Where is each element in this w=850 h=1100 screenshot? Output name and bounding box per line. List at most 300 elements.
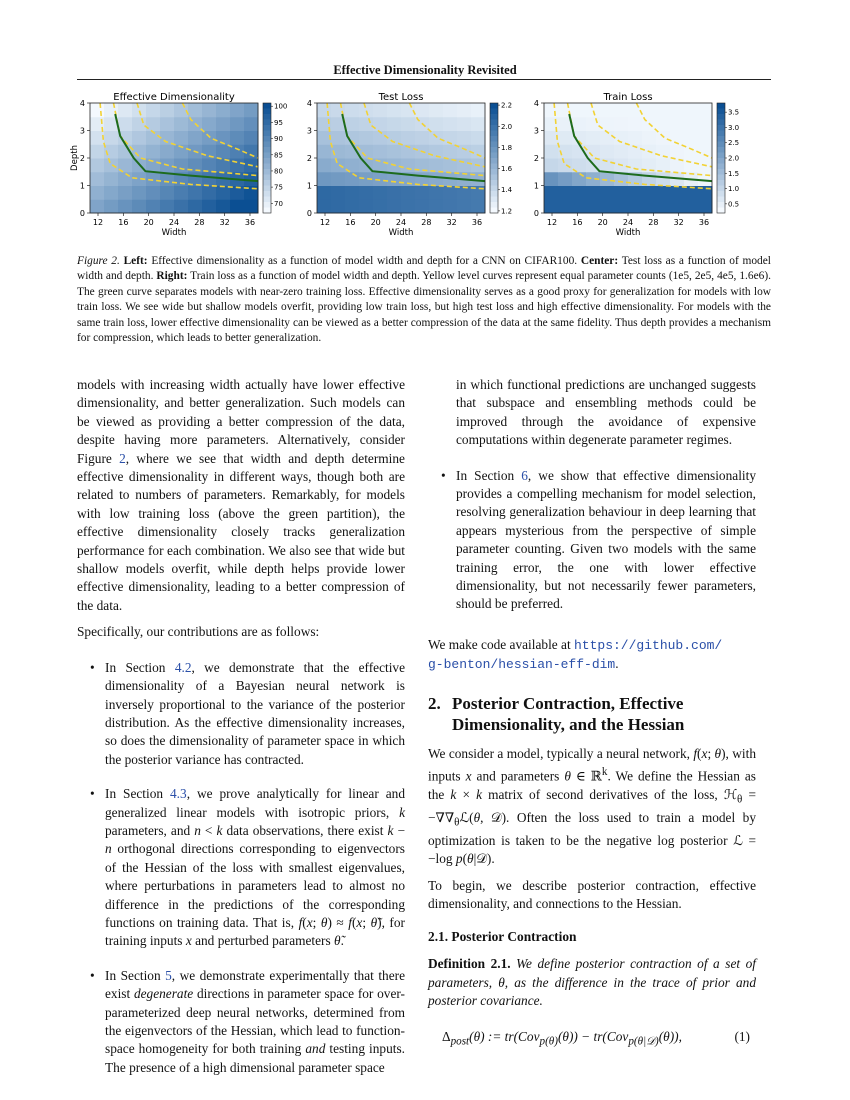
x-tick-label: 12 xyxy=(546,218,558,227)
heatmap-cell xyxy=(373,186,388,200)
heatmap-cell xyxy=(317,103,332,117)
colorbar-cell xyxy=(263,175,271,181)
colorbar-tick-label: 80 xyxy=(274,167,283,176)
colorbar-tick-label: 1.6 xyxy=(501,165,513,174)
colorbar-cell xyxy=(263,109,271,115)
heatmap-cell xyxy=(104,131,119,145)
x-tick-label: 12 xyxy=(92,218,104,227)
caption-right-label: Right: xyxy=(156,270,188,283)
y-tick-label: 1 xyxy=(79,181,85,191)
heatmap-cell xyxy=(628,199,643,213)
heatmap-cell xyxy=(600,199,615,213)
heatmap-cell xyxy=(160,144,175,158)
contribution-bullet: • In Section 4.2, we demonstrate that the effective dimensionality of a Bayesian neural network is inversely proportional to the variance of the posterior distribution. As the effective dimensionality increases, so does the dimensionality of parameter space in which the posterior variance has contracted. xyxy=(90,659,405,767)
heatmap-cell xyxy=(415,103,430,117)
heatmap-cell xyxy=(415,186,430,200)
heatmap-cell xyxy=(600,144,615,158)
heatmap-cell xyxy=(600,103,615,117)
heatmap-cell xyxy=(146,103,161,117)
figure-ref-link[interactable]: 2 xyxy=(119,450,126,466)
colorbar-tick-label: 95 xyxy=(274,118,283,127)
contribution-bullet: • In Section 5, we demonstrate experimentally that there exist degenerate directions in parameter space for over-parameterized deep neural networks, determined from the eigenvectors of the Hessian, which lead to function-space homogeneity for both training and testing inputs. The presence of a high dimensional parameter space xyxy=(90,967,406,1075)
colorbar-cell xyxy=(490,125,498,131)
heatmap-cell xyxy=(174,199,189,213)
colorbar-cell xyxy=(263,169,271,175)
colorbar-tick-label: 1.0 xyxy=(728,185,740,194)
heatmap-cell xyxy=(216,103,231,117)
heatmap-cell xyxy=(132,131,147,145)
heatmap-cell xyxy=(345,186,360,200)
colorbar-cell xyxy=(263,153,271,159)
heatmap-cell xyxy=(628,158,643,172)
colorbar-tick-label: 0.5 xyxy=(728,200,740,209)
heatmap-cell xyxy=(202,103,217,117)
colorbar-cell xyxy=(490,164,498,170)
heatmap-cell xyxy=(443,199,458,213)
heatmap-cell xyxy=(600,186,615,200)
heatmap-cell xyxy=(317,172,332,186)
heatmap-cell xyxy=(331,199,346,213)
section-ref-link[interactable]: 5 xyxy=(165,967,172,983)
caption-left-text: Effective dimensionality as a function of model width and depth for a CNN on CIFAR100. xyxy=(151,255,578,267)
heatmap-cell xyxy=(160,186,175,200)
colorbar-tick-label: 1.4 xyxy=(501,186,513,195)
colorbar-cell xyxy=(263,125,271,131)
x-tick-label: 24 xyxy=(395,218,407,227)
heatmap-cell xyxy=(684,103,699,117)
heatmap-cell xyxy=(202,172,217,186)
heatmap-cell xyxy=(457,158,472,172)
heatmap-cell xyxy=(558,199,573,213)
heatmap-cell xyxy=(345,117,360,131)
heatmap-cell xyxy=(90,199,105,213)
y-tick-label: 1 xyxy=(533,181,539,191)
heatmap-cell xyxy=(317,199,332,213)
heatmap-cell xyxy=(586,103,601,117)
colorbar-cell xyxy=(717,147,725,153)
colorbar-cell xyxy=(263,147,271,153)
bullet-dot: • xyxy=(90,659,95,675)
heatmap-cell xyxy=(317,144,332,158)
heatmap-cell xyxy=(244,103,259,117)
colorbar-cell xyxy=(717,114,725,120)
caption-label: Figure 2. xyxy=(77,255,120,267)
heatmap-cell xyxy=(572,199,587,213)
heatmap-cell xyxy=(146,199,161,213)
heatmap-cell xyxy=(572,172,587,186)
equation-1 xyxy=(428,1028,756,1048)
section-ref-link[interactable]: 4.3 xyxy=(170,786,187,802)
heatmap-cell xyxy=(642,186,657,200)
heatmap-cell xyxy=(401,117,416,131)
colorbar-cell xyxy=(717,158,725,164)
heatmap-cell xyxy=(457,199,472,213)
x-tick-label: 28 xyxy=(194,218,205,227)
colorbar-cell xyxy=(263,208,271,214)
colorbar-cell xyxy=(717,125,725,131)
heatmap-cell xyxy=(230,131,245,145)
heatmap-cell xyxy=(628,131,643,145)
heatmap-cell xyxy=(558,131,573,145)
heatmap-cell xyxy=(670,117,685,131)
contribution-bullet: • In Section 6, we show that effective dimensionality provides a compelling mechanism for model selection, resolving generalization behaviour in deep learning that appears mysterious from the perspective of simple parameter counting. Given two models with the same training error, the one with lower effective dimensionality, but not necessarily fewer parameters, should be preferred. xyxy=(441,467,756,612)
caption-left-label: Left: xyxy=(123,255,148,267)
colorbar-tick-label: 2.0 xyxy=(501,122,513,131)
heatmap-cell xyxy=(642,199,657,213)
heatmap-cell xyxy=(118,172,133,186)
heatmap-cell xyxy=(132,199,147,213)
panel-title: Train Loss xyxy=(603,92,653,103)
colorbar-cell xyxy=(490,175,498,181)
heatmap-cell xyxy=(401,158,416,172)
heatmap-cell xyxy=(558,172,573,186)
heatmap-cell xyxy=(586,131,601,145)
colorbar-tick-label: 2.2 xyxy=(501,101,513,110)
heatmap-cell xyxy=(544,103,559,117)
colorbar-cell xyxy=(490,197,498,203)
colorbar-cell xyxy=(263,114,271,120)
x-tick-label: 32 xyxy=(446,218,457,227)
heatmap-cell xyxy=(572,186,587,200)
colorbar-cell xyxy=(490,147,498,153)
heatmap-cell xyxy=(188,186,203,200)
heatmap-cell xyxy=(443,103,458,117)
github-link[interactable]: https://github.com/ xyxy=(574,637,723,653)
heatmap-cell xyxy=(586,199,601,213)
heatmap-cell xyxy=(544,199,559,213)
colorbar-cell xyxy=(717,142,725,148)
heatmap-cell xyxy=(401,199,416,213)
x-tick-label: 20 xyxy=(370,218,381,227)
colorbar-cell xyxy=(263,186,271,192)
x-axis-label: Width xyxy=(388,228,414,238)
colorbar-cell xyxy=(490,191,498,197)
heatmap-cell xyxy=(586,117,601,131)
heatmap-cell xyxy=(429,186,444,200)
heatmap-cell xyxy=(359,186,374,200)
heatmap-cell xyxy=(90,158,105,172)
heatmap-cell xyxy=(544,186,559,200)
y-tick-label: 3 xyxy=(79,126,85,136)
heatmap-cell xyxy=(614,186,629,200)
heatmap-cell xyxy=(244,131,259,145)
y-tick-label: 0 xyxy=(533,209,539,218)
colorbar-cell xyxy=(490,109,498,115)
heatmap-cell xyxy=(670,199,685,213)
x-tick-label: 20 xyxy=(597,218,608,227)
colorbar-cell xyxy=(717,153,725,159)
section-ref-link[interactable]: 6 xyxy=(521,467,528,483)
subsection-heading: 2.1. Posterior Contraction xyxy=(428,928,577,944)
bullet-dot: • xyxy=(90,967,95,983)
colorbar-cell xyxy=(717,131,725,137)
left-column xyxy=(77,376,405,1077)
colorbar-cell xyxy=(490,186,498,192)
heatmap-cell xyxy=(656,172,671,186)
heatmap-cell xyxy=(244,144,259,158)
heatmap-cell xyxy=(586,186,601,200)
heatmap-cell xyxy=(174,131,189,145)
colorbar-tick-label: 3.0 xyxy=(728,123,740,132)
caption-center-text: Test loss as a function of model width and depth. xyxy=(77,255,771,283)
heatmap-cell xyxy=(544,144,559,158)
heatmap-cell xyxy=(230,117,245,131)
heatmap-cell xyxy=(118,186,133,200)
colorbar-tick-label: 85 xyxy=(274,151,283,160)
heatmap-cell xyxy=(387,186,402,200)
x-tick-label: 28 xyxy=(421,218,432,227)
colorbar-cell xyxy=(717,202,725,208)
heatmap-cell xyxy=(174,158,189,172)
heatmap-cell xyxy=(457,131,472,145)
heatmap-cell xyxy=(457,117,472,131)
x-tick-label: 16 xyxy=(118,218,129,227)
colorbar-cell xyxy=(490,208,498,214)
y-tick-label: 2 xyxy=(533,154,539,163)
heatmap-cell xyxy=(216,117,231,131)
heatmap-cell xyxy=(146,172,161,186)
colorbar-cell xyxy=(490,120,498,126)
colorbar-tick-label: 2.5 xyxy=(728,139,740,148)
running-head: Effective Dimensionality Revisited xyxy=(333,63,517,77)
panel-title: Effective Dimensionality xyxy=(113,92,235,103)
x-tick-label: 24 xyxy=(168,218,180,227)
heatmap-cell xyxy=(118,117,133,131)
heatmap-cell xyxy=(572,103,587,117)
heatmap-cell xyxy=(104,158,119,172)
figure-2 xyxy=(70,90,770,240)
heatmap-cell xyxy=(684,158,699,172)
heatmap-cell xyxy=(387,117,402,131)
colorbar-cell xyxy=(717,180,725,186)
section-heading: 2. Posterior Contraction, Effective Dimensionality, and the Hessian xyxy=(428,693,685,734)
heatmap-cell xyxy=(387,103,402,117)
equation-number: (1) xyxy=(734,1029,750,1045)
heatmap-cell xyxy=(698,144,713,158)
x-axis-label: Width xyxy=(161,228,187,238)
heatmap-cell xyxy=(373,199,388,213)
heatmap-cell xyxy=(544,172,559,186)
contribution-bullet: • In Section 4.3, we prove analytically for linear and generalized linear models with isotropic priors, k parameters, and n < k data observations, there exist k − n orthogonal directions corresponding to eigenvectors of the Hessian of the loss with smallest eigenvalues, where perturbations in parameters lead to almost no difference in the predictions of the corresponding functions on training data. That is, f(x; θ) ≈ f(x; θ̃), for training inputs x and perturbed parameters θ̃. xyxy=(90,786,405,949)
heatmap-cell xyxy=(202,186,217,200)
heatmap-cell xyxy=(373,158,388,172)
colorbar-cell xyxy=(717,136,725,142)
colorbar-cell xyxy=(490,142,498,148)
heatmap-cell xyxy=(230,103,245,117)
x-tick-label: 24 xyxy=(622,218,634,227)
y-tick-label: 0 xyxy=(306,209,312,218)
heatmap-cell xyxy=(614,199,629,213)
heatmap-cell xyxy=(656,199,671,213)
heatmap-cell xyxy=(174,186,189,200)
heatmap-cell xyxy=(104,172,119,186)
colorbar-tick-label: 90 xyxy=(274,135,283,144)
x-tick-label: 36 xyxy=(471,218,483,227)
heatmap-cell xyxy=(345,103,360,117)
heatmap-cell xyxy=(415,131,430,145)
heatmap-cell xyxy=(684,117,699,131)
heatmap-cell xyxy=(146,186,161,200)
x-tick-label: 12 xyxy=(319,218,331,227)
heatmap-cell xyxy=(684,131,699,145)
heatmap-cell xyxy=(132,186,147,200)
bullet-continuation: in which functional predictions are unchanged suggests that subspace and ensembling methods could be improved through the avoidance of expensive computations within degenerate parameter regimes. xyxy=(456,377,756,448)
paragraph: To begin, we describe posterior contraction, effective dimensionality, and connections to the Hessian. xyxy=(428,877,756,912)
colorbar-cell xyxy=(717,208,725,214)
heatmap-cell xyxy=(359,117,374,131)
colorbar-cell xyxy=(490,136,498,142)
colorbar-cell xyxy=(717,197,725,203)
heatmap-cell xyxy=(188,199,203,213)
heatmap-panel xyxy=(70,92,287,238)
colorbar-tick-label: 75 xyxy=(274,183,283,192)
y-tick-label: 3 xyxy=(533,126,539,136)
colorbar-tick-label: 1.8 xyxy=(501,143,513,152)
heatmap-cell xyxy=(90,103,105,117)
heatmap-cell xyxy=(202,117,217,131)
colorbar-cell xyxy=(490,169,498,175)
heatmap-panel xyxy=(307,92,513,238)
heatmap-cell xyxy=(642,131,657,145)
colorbar-cell xyxy=(263,103,271,109)
heatmap-cell xyxy=(160,117,175,131)
colorbar-tick-label: 100 xyxy=(274,102,288,111)
colorbar-cell xyxy=(263,180,271,186)
caption-center-label: Center: xyxy=(580,255,619,267)
heatmap-panel xyxy=(534,92,739,238)
heatmap-cell xyxy=(614,103,629,117)
x-tick-label: 16 xyxy=(572,218,583,227)
heatmap-cell xyxy=(331,172,346,186)
bullet-dot: • xyxy=(90,786,95,802)
heatmap-cell xyxy=(429,172,444,186)
y-tick-label: 0 xyxy=(79,209,85,218)
heatmap-cell xyxy=(387,199,402,213)
heatmap-cell xyxy=(359,144,374,158)
heatmap-cell xyxy=(698,103,713,117)
heatmap-cell xyxy=(373,144,388,158)
colorbar-cell xyxy=(263,131,271,137)
heatmap-cell xyxy=(104,186,119,200)
heatmap-cell xyxy=(331,186,346,200)
heatmap-cell xyxy=(90,144,105,158)
heatmap-cell xyxy=(244,199,259,213)
colorbar-tick-label: 3.5 xyxy=(728,108,740,117)
heatmap-cell xyxy=(90,172,105,186)
colorbar-cell xyxy=(263,197,271,203)
colorbar-cell xyxy=(490,114,498,120)
y-axis-label: Depth xyxy=(70,145,80,171)
heatmap-cell xyxy=(146,144,161,158)
heatmap-cell xyxy=(628,117,643,131)
x-tick-label: 36 xyxy=(244,218,256,227)
heatmap-cell xyxy=(345,172,360,186)
heatmap-cell xyxy=(174,117,189,131)
heatmap-cell xyxy=(118,199,133,213)
x-tick-label: 20 xyxy=(143,218,154,227)
heatmap-cell xyxy=(415,199,430,213)
heatmap-cell xyxy=(457,103,472,117)
heatmap-cell xyxy=(471,131,486,145)
colorbar-cell xyxy=(717,109,725,115)
y-tick-label: 1 xyxy=(306,181,312,191)
heatmap-cell xyxy=(188,131,203,145)
bullet-dot: • xyxy=(441,467,446,483)
colorbar-cell xyxy=(717,164,725,170)
x-tick-label: 32 xyxy=(219,218,230,227)
x-tick-label: 32 xyxy=(673,218,684,227)
heatmap-cell xyxy=(216,144,231,158)
heatmap-cell xyxy=(684,199,699,213)
colorbar-cell xyxy=(490,103,498,109)
colorbar-cell xyxy=(263,136,271,142)
heatmap-cell xyxy=(670,103,685,117)
heatmap-cell xyxy=(642,103,657,117)
y-tick-label: 3 xyxy=(306,126,312,136)
heatmap-cell xyxy=(471,103,486,117)
heatmap-cell xyxy=(359,103,374,117)
heatmap-cell xyxy=(104,199,119,213)
heatmap-cell xyxy=(132,144,147,158)
equation-body: $\Delta_{post}(\theta)$ := tr(Cov$_{p(\theta)}$(θ)) − tr(Cov$_{p(\theta|𝒟)}$(θ)), xyxy=(442,1029,682,1048)
heatmap-cell xyxy=(656,117,671,131)
heatmap-cell xyxy=(160,103,175,117)
panel-title: Test Loss xyxy=(378,92,424,103)
heatmap-cell xyxy=(373,103,388,117)
colorbar-cell xyxy=(717,175,725,181)
y-tick-label: 2 xyxy=(79,154,85,163)
paragraph: models with increasing width actually have lower effective dimensionality, and better generalization. Such models can be viewed as providing a better compression of the data, despite having more parameters. Alternatively, consider Figure 2, where we see that width and depth determine effective dimensionality in different ways, though both are related to numbers of parameters. Remarkably, for models with low training loss (above the green partition), the effective dimensionality closely tracks generalization performance for each combination. We also see that wide but shallow models overfit, while depth helps provide lower effective dimensionality, leading to a better compression of the data. xyxy=(77,377,405,613)
y-tick-label: 2 xyxy=(306,154,312,163)
x-tick-label: 28 xyxy=(648,218,659,227)
heatmap-cell xyxy=(188,103,203,117)
github-link-cont[interactable]: g-benton/hessian-eff-dim xyxy=(428,657,616,673)
code-availability: We make code available at https://github.com/ g-benton/hessian-eff-dim. xyxy=(428,636,723,673)
heatmap-cell xyxy=(146,158,161,172)
heatmap-cell xyxy=(586,144,601,158)
heatmap-cell xyxy=(317,158,332,172)
x-axis-label: Width xyxy=(615,228,641,238)
colorbar-cell xyxy=(490,153,498,159)
heatmap-cell xyxy=(544,158,559,172)
y-tick-label: 4 xyxy=(79,99,85,108)
y-tick-label: 4 xyxy=(533,99,539,108)
heatmap-cell xyxy=(230,158,245,172)
section-ref-link[interactable]: 4.2 xyxy=(174,659,192,675)
colorbar-tick-label: 1.5 xyxy=(728,169,740,178)
definition: Definition 2.1. We define posterior contraction of a set of parameters, θ, as the difference in the trace of prior and posterior covariance. xyxy=(428,956,756,1008)
heatmap-cell xyxy=(698,199,713,213)
colorbar-tick-label: 70 xyxy=(274,199,283,208)
heatmap-cell xyxy=(331,131,346,145)
colorbar-cell xyxy=(263,202,271,208)
heatmap-cell xyxy=(90,186,105,200)
heatmap-cell xyxy=(216,199,231,213)
heatmap-cell xyxy=(373,172,388,186)
heatmap-cell xyxy=(656,186,671,200)
heatmap-cell xyxy=(132,117,147,131)
heatmap-cell xyxy=(558,158,573,172)
heatmap-cell xyxy=(359,131,374,145)
heatmap-cell xyxy=(387,144,402,158)
heatmap-cell xyxy=(160,199,175,213)
colorbar-cell xyxy=(490,158,498,164)
y-tick-label: 4 xyxy=(306,99,312,108)
heatmap-cell xyxy=(331,158,346,172)
heatmap-cell xyxy=(132,103,147,117)
heatmap-cell xyxy=(698,131,713,145)
heatmap-cell xyxy=(600,172,615,186)
